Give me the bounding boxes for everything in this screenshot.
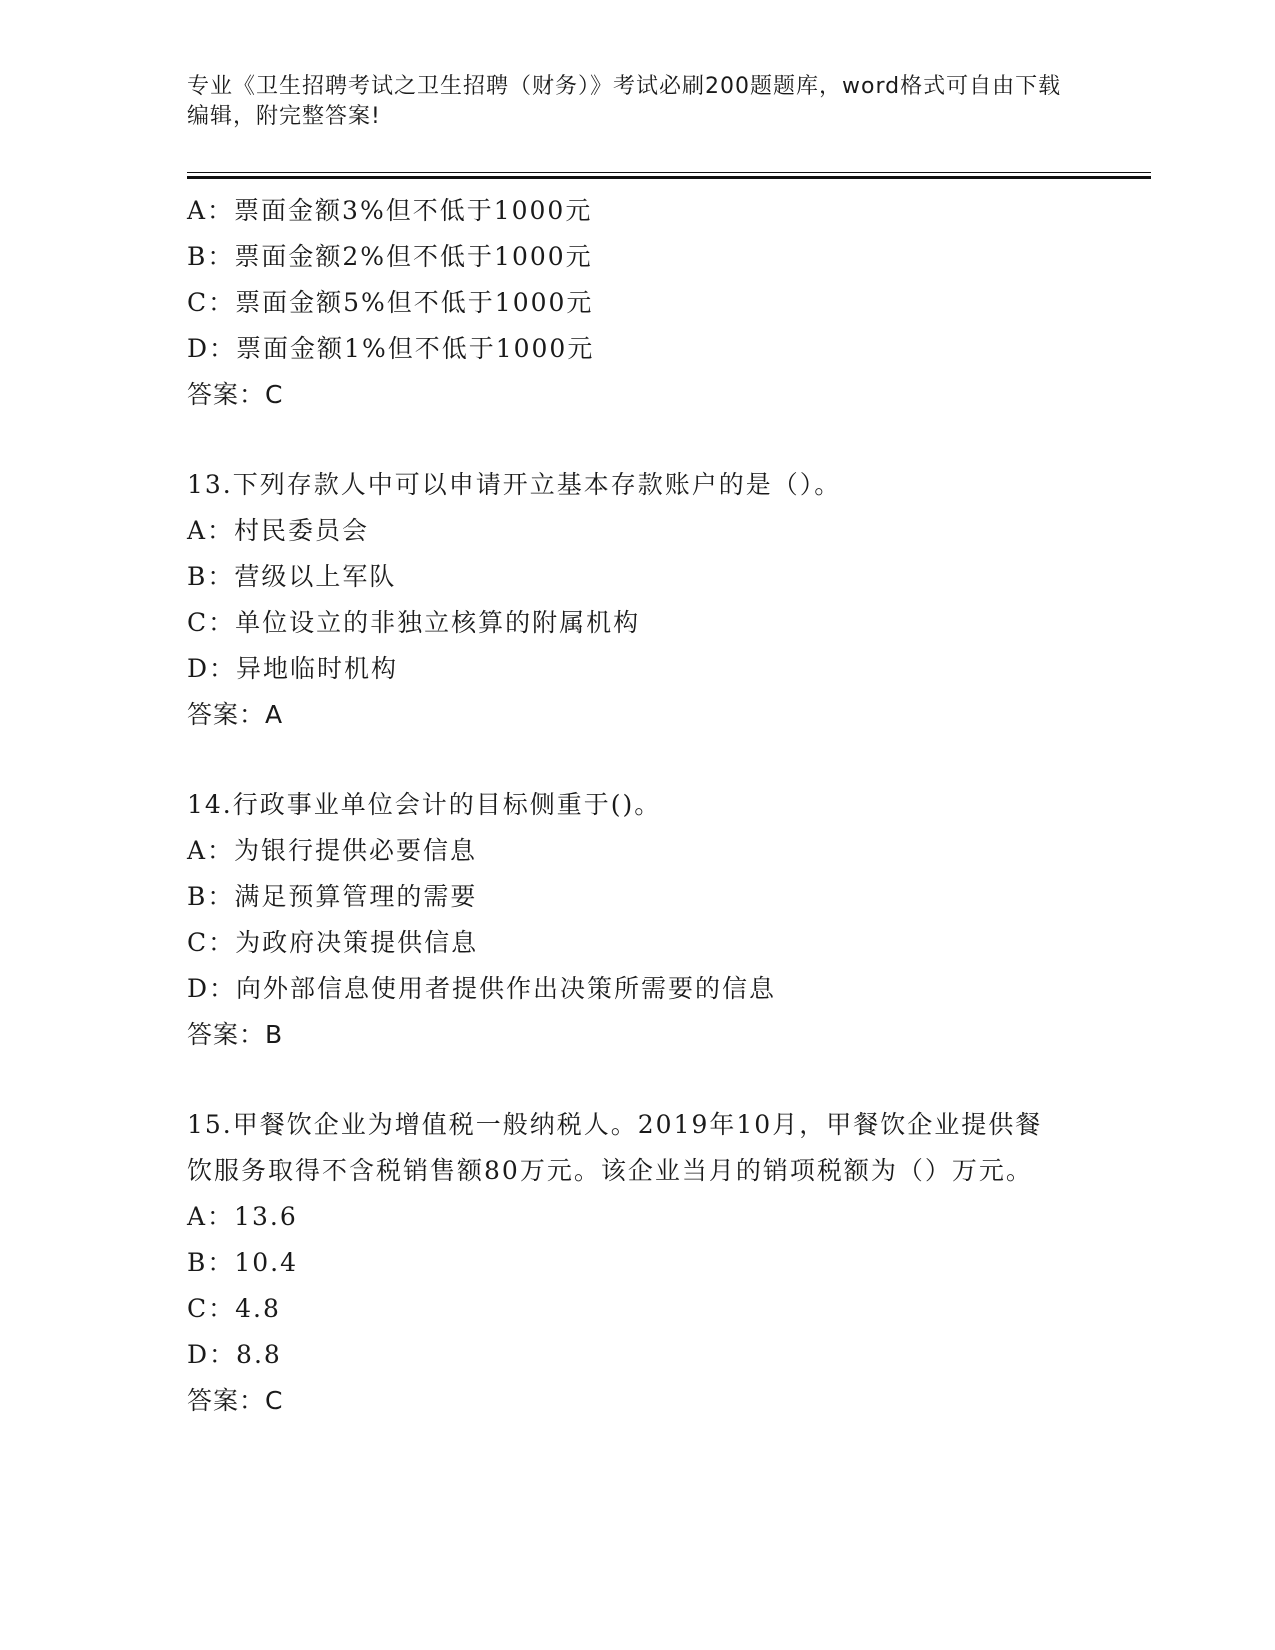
option-d: D：异地临时机构 xyxy=(187,654,399,683)
question-list xyxy=(187,188,1067,1424)
header-divider-thin xyxy=(187,172,1151,173)
question-stem: 13.下列存款人中可以申请开立基本存款账户的是（）。 xyxy=(187,470,842,499)
option-b: B：10.4 xyxy=(187,1248,299,1277)
answer-line: 答案：B xyxy=(187,1020,284,1049)
spacer xyxy=(187,738,1067,782)
option-c: C：票面金额5%但不低于1000元 xyxy=(187,288,594,317)
option-d: D：8.8 xyxy=(187,1340,282,1369)
spacer xyxy=(187,418,1067,462)
question-15 xyxy=(187,1102,1067,1424)
option-c: C：为政府决策提供信息 xyxy=(187,928,479,957)
document-header: 专业《卫生招聘考试之卫生招聘（财务）》考试必刷200题题库，word格式可自由下载编辑，附完整答案! xyxy=(187,74,1062,129)
option-c: C：单位设立的非独立核算的附属机构 xyxy=(187,608,641,637)
option-a: A：票面金额3%但不低于1000元 xyxy=(187,196,593,225)
answer-line: 答案：C xyxy=(187,380,284,409)
option-d: D：向外部信息使用者提供作出决策所需要的信息 xyxy=(187,974,777,1003)
option-b: B：满足预算管理的需要 xyxy=(187,882,478,911)
option-a: A：村民委员会 xyxy=(187,516,370,545)
question-13 xyxy=(187,462,1067,738)
option-b: B：票面金额2%但不低于1000元 xyxy=(187,242,593,271)
option-b: B：营级以上军队 xyxy=(187,562,397,591)
question-12 xyxy=(187,188,1067,418)
option-c: C：4.8 xyxy=(187,1294,281,1323)
answer-line: 答案：A xyxy=(187,700,284,729)
option-d: D：票面金额1%但不低于1000元 xyxy=(187,334,595,363)
spacer xyxy=(187,1058,1067,1102)
question-14 xyxy=(187,782,1067,1058)
answer-line: 答案：C xyxy=(187,1386,284,1415)
header-divider-thick xyxy=(187,176,1151,179)
option-a: A：13.6 xyxy=(187,1202,298,1231)
question-stem: 14.行政事业单位会计的目标侧重于()。 xyxy=(187,790,662,819)
option-a: A：为银行提供必要信息 xyxy=(187,836,478,865)
question-stem: 15.甲餐饮企业为增值税一般纳税人。2019年10月，甲餐饮企业提供餐饮服务取得不含税销售额80万元。该企业当月的销项税额为（）万元。 xyxy=(187,1110,1043,1185)
